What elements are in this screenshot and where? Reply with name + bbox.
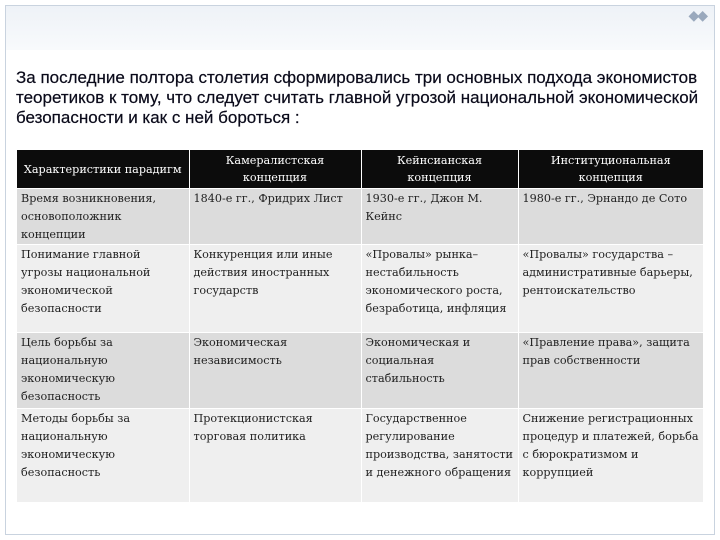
table-cell: Государственное регулирование производства, занятости и денежного обращения — [361, 408, 518, 502]
table-row — [17, 332, 703, 408]
header-keynesian: Кейнсианская концепция — [361, 150, 518, 188]
table-cell: «Провалы» государства – административные барьеры, рентоискательство — [518, 244, 703, 332]
table-cell: «Правление права», защита прав собственности — [518, 332, 703, 408]
table-cell: 1840-е гг., Фридрих Лист — [189, 188, 361, 244]
header-cameralist: Камералистская концепция — [189, 150, 361, 188]
table-row — [17, 188, 703, 244]
table-row — [17, 408, 703, 502]
header-characteristics: Характеристики парадигм — [17, 150, 189, 188]
decorative-leaf-icon: ◆◆ — [688, 8, 706, 24]
table-cell: Экономическая и социальная стабильность — [361, 332, 518, 408]
header-institutional: Институциональная концепция — [518, 150, 703, 188]
row-label: Понимание главной угрозы национальной экономической безопасности — [17, 244, 189, 332]
paradigm-comparison-table — [17, 150, 703, 502]
slide-top-band — [6, 6, 714, 50]
row-label: Цель борьбы за национальную экономическую безопасность — [17, 332, 189, 408]
table-cell: Снижение регистрационных процедур и платежей, борьба с бюрократизмом и коррупцией — [518, 408, 703, 502]
table-cell: Протекционистская торговая политика — [189, 408, 361, 502]
table-cell: 1930-е гг., Джон М. Кейнс — [361, 188, 518, 244]
slide-heading: За последние полтора столетия сформировались три основных подхода экономистов теоретиков к тому, что следует считать главной угрозой национальной экономической безопасности и как с ней бороться : — [16, 68, 699, 127]
row-label: Методы борьбы за национальную экономическую безопасность — [17, 408, 189, 502]
row-label: Время возникновения, основоположник концепции — [17, 188, 189, 244]
table-header-row — [17, 150, 703, 188]
table-cell: «Провалы» рынка– нестабильность экономического роста, безработица, инфляция — [361, 244, 518, 332]
table-cell: 1980-е гг., Эрнандо де Сото — [518, 188, 703, 244]
table-cell: Конкуренция или иные действия иностранных государств — [189, 244, 361, 332]
table-cell: Экономическая независимость — [189, 332, 361, 408]
table-row — [17, 244, 703, 332]
